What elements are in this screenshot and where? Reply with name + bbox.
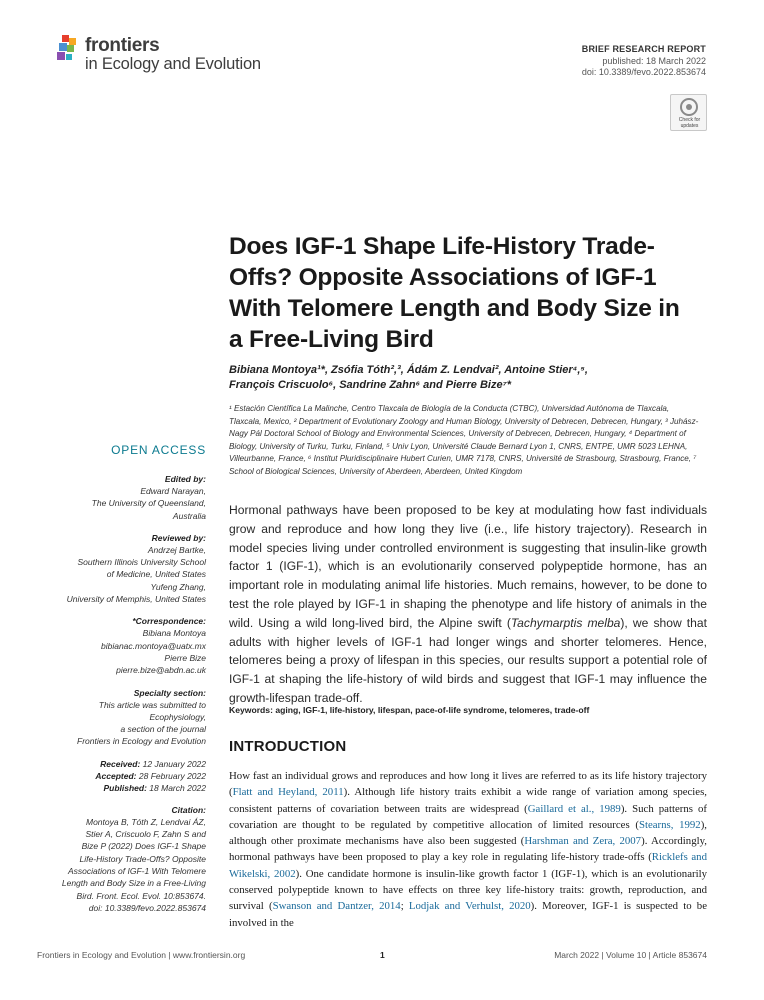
specialty-block — [40, 699, 206, 748]
page-number: 1 — [380, 950, 385, 960]
received-date: Received: 12 January 2022 — [100, 758, 206, 769]
corresponding-author: Pierre Bize — [164, 652, 206, 663]
editor-line: Australia — [172, 510, 206, 521]
intro-text: ). One candidate hormone is insulin-like growth factor 1 (IGF-1), which is an evolutionarily conserved polypeptide known to have effects on three key life-history traits: growth, reproduction, and survival ( — [229, 867, 707, 913]
abstract: Hormonal pathways have been proposed to be key at modulating how fast individuals grow and reproduce and how long they live (i.e., life history trajectory). Research in model species living under controlled environment is suggesting that insulin-like growth factor 1 (IGF-1), which is an evolutionarily conserved polypeptide hormone, has an important role in modulating animal life histories. Much remains, however, to be done to test the role played by IGF-1 in shaping the phenotype and life history of animals in the wild. Using a wild long-lived bird, the Alpine swift (Tachymarptis melba), we show that adults with higher levels of IGF-1 had longer wings and shorter telomeres. Hence, telomeres being a proxy of lifespan in this species, our results support a potential role of IGF-1 at shaping the life-history of wild birds and suggest that IGF-1 may influence the growth-lifespan trade-off. — [229, 503, 707, 705]
accepted-date: Accepted: 28 February 2022 — [95, 770, 206, 781]
logo-wordmark: frontiers — [85, 35, 160, 56]
specialty-line: This article was submitted to — [98, 699, 206, 710]
citation-label: Citation: — [171, 804, 206, 815]
specialty-section-label: Specialty section: — [133, 687, 206, 698]
reviewer-line: Southern Illinois University School — [77, 557, 206, 568]
check-updates-icon — [680, 98, 698, 116]
citation-link[interactable]: Ricklefs and Wikelski, 2002 — [229, 851, 707, 880]
email-link[interactable]: pierre.bize@abdn.ac.uk — [116, 665, 206, 676]
affiliations: ¹ Estación Científica La Malinche, Centro Tlaxcala de Biología de la Conducta (CTBC), Universidad Autónoma de Tlaxcala, Tlaxcala, Mexico, ² Department of Evolutionary Zoology and Human Biology, University of Debrecen, Debrecen, Hungary, ³ Juhász-Nagy Pál Doctoral School of Biology and Environmental Sciences, University of Debrecen, Debrecen, Hungary, ⁴ Department of Biology, University of Turku, Turku, Finland, ⁵ Univ Lyon, Université Claude Bernard Lyon 1, CNRS, ENTPE, UMR 5023 LEHNA, Villeurbanne, France, ⁶ Institut Pluridisciplinaire Hubert Curien, UMR 7178, CNRS, Université de Strasbourg, Strasbourg, France, ⁷ School of Biological Sciences, University of Aberdeen, Aberdeen, United Kingdom — [229, 404, 699, 476]
intro-text: How fast an individual grows and reproduces and how long it lives are referred to as its life history trajectory ( — [229, 770, 707, 799]
editor-line: The University of Queensland, — [91, 498, 206, 509]
published-date: published: 18 March 2022 — [602, 55, 706, 66]
introduction-heading: INTRODUCTION — [229, 738, 347, 755]
correspondence-label: *Correspondence: — [132, 616, 206, 627]
open-access-label: OPEN ACCESS — [111, 443, 206, 457]
article-meta — [582, 44, 706, 79]
citation-line: Associations of IGF-1 With Telomere — [67, 865, 206, 876]
reviewer-line: Yufeng Zhang, — [150, 581, 206, 592]
keywords: Keywords: aging, IGF-1, life-history, lifespan, pace-of-life syndrome, telomeres, trade-off — [229, 705, 590, 715]
footer-journal[interactable]: Frontiers in Ecology and Evolution | www.frontiersin.org — [37, 950, 246, 960]
reviewer-line: of Medicine, United States — [106, 569, 206, 580]
citation-link[interactable]: Stearns, 1992 — [638, 818, 701, 831]
intro-text: ), although other proximate mechanisms have also been suggested ( — [229, 818, 707, 848]
citation-link[interactable]: Swanson and Dantzer, 2014 — [272, 900, 401, 913]
correspondence-block — [40, 627, 206, 676]
intro-text: ). Moreover, IGF-1 is suspected to be involved in the — [229, 900, 708, 929]
reviewer-line: Andrzej Bartke, — [147, 544, 206, 555]
intro-text: ; — [400, 900, 409, 913]
edited-by-label: Edited by: — [164, 474, 206, 484]
authors-line-1: Bibiana Montoya¹*, Zsófia Tóth²,³, Ádám Z. Lendvai², Antoine Stier⁴,⁵, — [229, 364, 588, 376]
article-title: Does IGF-1 Shape Life-History Trade-Offs? Opposite Associations of IGF-1 With Telomere Length and Body Size in a Free-Living Bird — [229, 233, 680, 353]
citation-link[interactable]: Gaillard et al., 1989 — [527, 802, 621, 815]
citation-line: Montoya B, Tóth Z, Lendvai ÁZ, — [85, 816, 206, 827]
citation-line: doi: 10.3389/fevo.2022.853674 — [88, 902, 206, 913]
authors-line-2: François Criscuolo⁶, Sandrine Zahn⁶ and Pierre Bize⁷* — [229, 379, 512, 391]
reviewer-block — [40, 544, 206, 605]
reviewed-by-label: Reviewed by: — [151, 532, 206, 543]
doi[interactable]: doi: 10.3389/fevo.2022.853674 — [581, 67, 706, 77]
citation-block — [40, 816, 206, 914]
citation-line: Stier A, Criscuolo F, Zahn S and — [85, 829, 206, 840]
introduction-body — [229, 768, 707, 931]
specialty-line: Ecophysiology, — [149, 711, 206, 722]
citation-link[interactable]: Lodjak and Verhulst, 2020 — [408, 900, 531, 913]
citation-link[interactable]: Flatt and Heyland, 2011 — [232, 786, 344, 799]
reviewer-line: University of Memphis, United States — [66, 594, 206, 605]
citation-line: Length and Body Size in a Free-Living — [61, 878, 206, 889]
editor-line: Edward Narayan, — [140, 486, 206, 496]
footer-issue: March 2022 | Volume 10 | Article 853674 — [554, 950, 707, 960]
editor-block — [40, 485, 206, 522]
published-date-sidebar: Published: 18 March 2022 — [103, 782, 206, 793]
logo-journal-name: in Ecology and Evolution — [85, 55, 261, 73]
species-name: Tachymarptis melba — [510, 615, 621, 630]
intro-text: ). Accordingly, hormonal pathways have been proposed to play a key role in regulating life-history trade-offs ( — [229, 835, 707, 864]
email-link[interactable]: bibianac.montoya@uatx.mx — [100, 640, 206, 651]
corresponding-author: Bibiana Montoya — [142, 628, 206, 639]
frontiers-logo-icon — [57, 35, 81, 65]
journal-logo — [57, 33, 287, 79]
author-list — [229, 363, 699, 393]
intro-text: ). Such patterns of covariation are thought to be regulated by competitive allocation of limited resources ( — [229, 802, 707, 831]
badge-text-2: updates — [680, 122, 699, 129]
citation-line: Life-History Trade-Offs? Opposite — [79, 853, 206, 864]
article-sidebar — [40, 443, 206, 914]
article-type: BRIEF RESEARCH REPORT — [581, 44, 706, 54]
specialty-line: Frontiers in Ecology and Evolution — [77, 736, 206, 747]
citation-line: Bize P (2022) Does IGF-1 Shape — [81, 841, 206, 852]
citation-link[interactable]: Harshman and Zera, 2007 — [524, 835, 642, 848]
check-for-updates-badge[interactable] — [670, 94, 707, 131]
citation-line: Bird. Front. Ecol. Evol. 10:853674. — [76, 890, 206, 901]
intro-text: ). Although life history traits exhibit a wide range of variation among species, consistent patterns of covariation between traits are widespread ( — [229, 786, 707, 815]
specialty-line: a section of the journal — [120, 724, 206, 735]
badge-text-1: Check for — [678, 117, 701, 123]
